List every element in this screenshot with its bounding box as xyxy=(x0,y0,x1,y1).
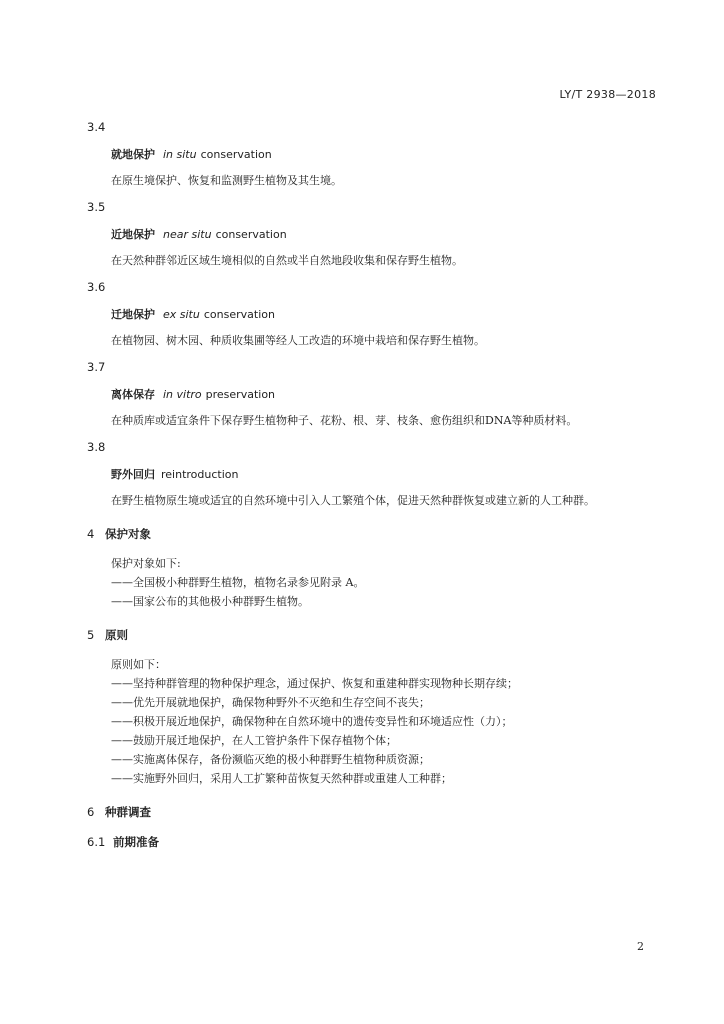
term-zh: 迁地保护 xyxy=(111,308,155,321)
list-item: ——国家公布的其他极小种群野生植物。 xyxy=(111,595,309,608)
list-item: ——优先开展就地保护，确保物种野外不灭绝和生存空间不丧失； xyxy=(111,696,430,709)
section-heading xyxy=(87,802,662,822)
term-latin: ex situ xyxy=(163,308,200,321)
term-title xyxy=(111,466,662,484)
list-item: ——实施离体保存，备份濒临灭绝的极小种群野生植物种质资源； xyxy=(111,753,430,766)
term-latin: in vitro xyxy=(163,388,202,401)
term-definition: 在野生植物原生境或适宜的自然环境中引入人工繁殖个体，促进天然种群恢复或建立新的人工种群。 xyxy=(111,494,595,507)
section-heading xyxy=(87,625,662,645)
list-item: ——坚持种群管理的物种保护理念，通过保护、恢复和重建种群实现物种长期存续； xyxy=(111,677,518,690)
term-en: conservation xyxy=(203,308,275,321)
term-title xyxy=(111,146,662,164)
term-definition: 在植物园、树木园、种质收集圃等经人工改造的环境中栽培和保存野生植物。 xyxy=(111,334,485,347)
term-zh: 离体保存 xyxy=(111,388,155,401)
page-number: 2 xyxy=(637,940,644,953)
subsection-number: 6.1 xyxy=(87,835,106,849)
term-zh: 近地保护 xyxy=(111,228,155,241)
term-entry xyxy=(87,438,662,512)
term-definition: 在原生境保护、恢复和监测野生植物及其生境。 xyxy=(111,174,342,187)
section-title: 保护对象 xyxy=(105,527,151,541)
list-item: ——实施野外回归，采用人工扩繁种苗恢复天然种群或重建人工种群； xyxy=(111,772,452,785)
term-number: 3.7 xyxy=(87,360,106,374)
subsection-title: 前期准备 xyxy=(113,835,159,849)
term-title xyxy=(111,386,662,404)
term-definition: 在天然种群邻近区域生境相似的自然或半自然地段收集和保存野生植物。 xyxy=(111,254,463,267)
list-item: ——全国极小种群野生植物，植物名录参见附录 A。 xyxy=(111,576,365,589)
term-entry xyxy=(87,198,662,272)
section-title: 原则 xyxy=(105,628,128,642)
term-entry xyxy=(87,278,662,352)
section-title: 种群调查 xyxy=(105,805,151,819)
subsection-heading xyxy=(87,832,662,852)
section-heading xyxy=(87,524,662,544)
term-en: reintroduction xyxy=(161,468,239,481)
term-latin: near situ xyxy=(163,228,212,241)
term-en: conservation xyxy=(200,148,272,161)
section-number: 6 xyxy=(87,805,95,819)
term-en: preservation xyxy=(205,388,276,401)
term-number: 3.4 xyxy=(87,120,106,134)
list-item: ——鼓励开展迁地保护，在人工管护条件下保存植物个体； xyxy=(111,734,397,747)
term-zh: 就地保护 xyxy=(111,148,155,161)
term-number: 3.8 xyxy=(87,440,106,454)
term-number: 3.5 xyxy=(87,200,106,214)
document-body xyxy=(87,118,662,862)
standard-code: LY/T 2938—2018 xyxy=(559,88,656,101)
term-zh: 野外回归 xyxy=(111,468,155,481)
term-title xyxy=(111,226,662,244)
term-entry xyxy=(87,118,662,192)
term-entry xyxy=(87,358,662,432)
list-item: ——积极开展近地保护，确保物种在自然环境中的遗传变异性和环境适应性（力）； xyxy=(111,715,513,728)
term-number: 3.6 xyxy=(87,280,106,294)
term-latin: in situ xyxy=(163,148,197,161)
section-intro: 保护对象如下: xyxy=(111,557,181,570)
section-number: 5 xyxy=(87,628,95,642)
section-intro: 原则如下： xyxy=(111,658,166,671)
section-number: 4 xyxy=(87,527,95,541)
term-title xyxy=(111,306,662,324)
term-en: conservation xyxy=(215,228,287,241)
term-definition: 在种质库或适宜条件下保存野生植物种子、花粉、根、芽、枝条、愈伤组织和DNA等种质材料。 xyxy=(111,414,578,427)
